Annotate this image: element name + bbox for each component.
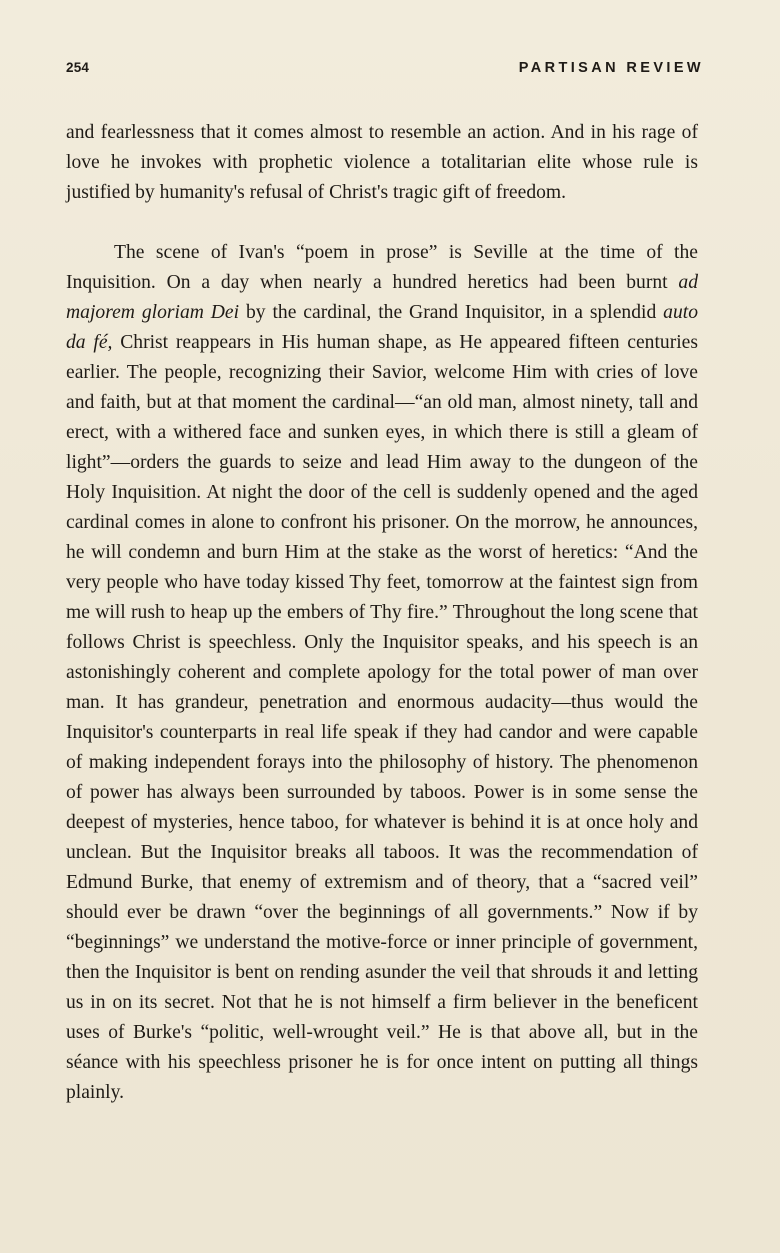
body-text [66,118,698,1108]
paragraph-1: and fearlessness that it comes almost to resemble an action. And in his rage of love he invokes with prophetic violence a totalitarian elite whose rule is justified by humanity's refusal of Christ's tragic gift of freedom. [66,122,698,203]
latin-phrase-italic: ad majorem gloriam Dei [66,272,698,323]
paragraph-2-text-2: by the cardinal, the Grand Inquisitor, in a splendid [239,302,664,323]
paragraph-2 [66,238,698,1108]
page-number: 254 [66,60,90,75]
auto-da-fe-italic: auto da fé, [66,302,698,353]
paragraph-2-text-1: The scene of Ivan's “poem in prose” is Seville at the time of the Inquisition. On a day when nearly a hundred heretics had been burnt [66,242,698,293]
running-head [66,60,704,92]
paragraph-2-text-3: Christ reappears in His human shape, as He appeared fifteen centuries earlier. The people, recognizing their Savior, welcome Him with cries of love and faith, but at that moment the cardinal—“an old man, almost ninety, tall and erect, with a withered face and sunken eyes, in which there is still a gleam of light”—orders the guards to seize and lead Him away to the dungeon of the Holy Inquisition. At night the door of the cell is suddenly opened and the aged cardinal comes in alone to confront his prisoner. On the morrow, he announces, he will condemn and burn Him at the stake as the worst of heretics: “And the very people who have today kissed Thy feet, tomorrow at the faintest sign from me will rush to heap up the embers of Thy fire.” Throughout the long scene that follows Christ is speechless. Only the Inquisitor speaks, and his speech is an astonishingly coherent and complete apology for the total power of man over man. It has grandeur, penetration and enormous audacity—thus would the Inquisitor's counterparts in real life speak if they had candor and were capable of making independent forays into the philosophy of history. The phenomenon of power has always been surrounded by taboos. Power is in some sense the deepest of mysteries, hence taboo, for whatever is behind it is at once holy and unclean. But the Inquisitor breaks all taboos. It was the recommendation of Edmund Burke, that enemy of extremism and of theory, that a “sacred veil” should ever be drawn “over the beginnings of all governments.” Now if by “beginnings” we understand the motive-force or inner principle of government, then the Inquisitor is bent on rending asunder the veil that shrouds it and letting us in on its secret. Not that he is not himself a firm believer in the beneficent uses of Burke's “politic, well-wrought veil.” He is that above all, but in the séance with his speechless prisoner he is for once intent on putting all things plainly. [66,332,699,1103]
journal-title: PARTISAN REVIEW [518,60,704,76]
